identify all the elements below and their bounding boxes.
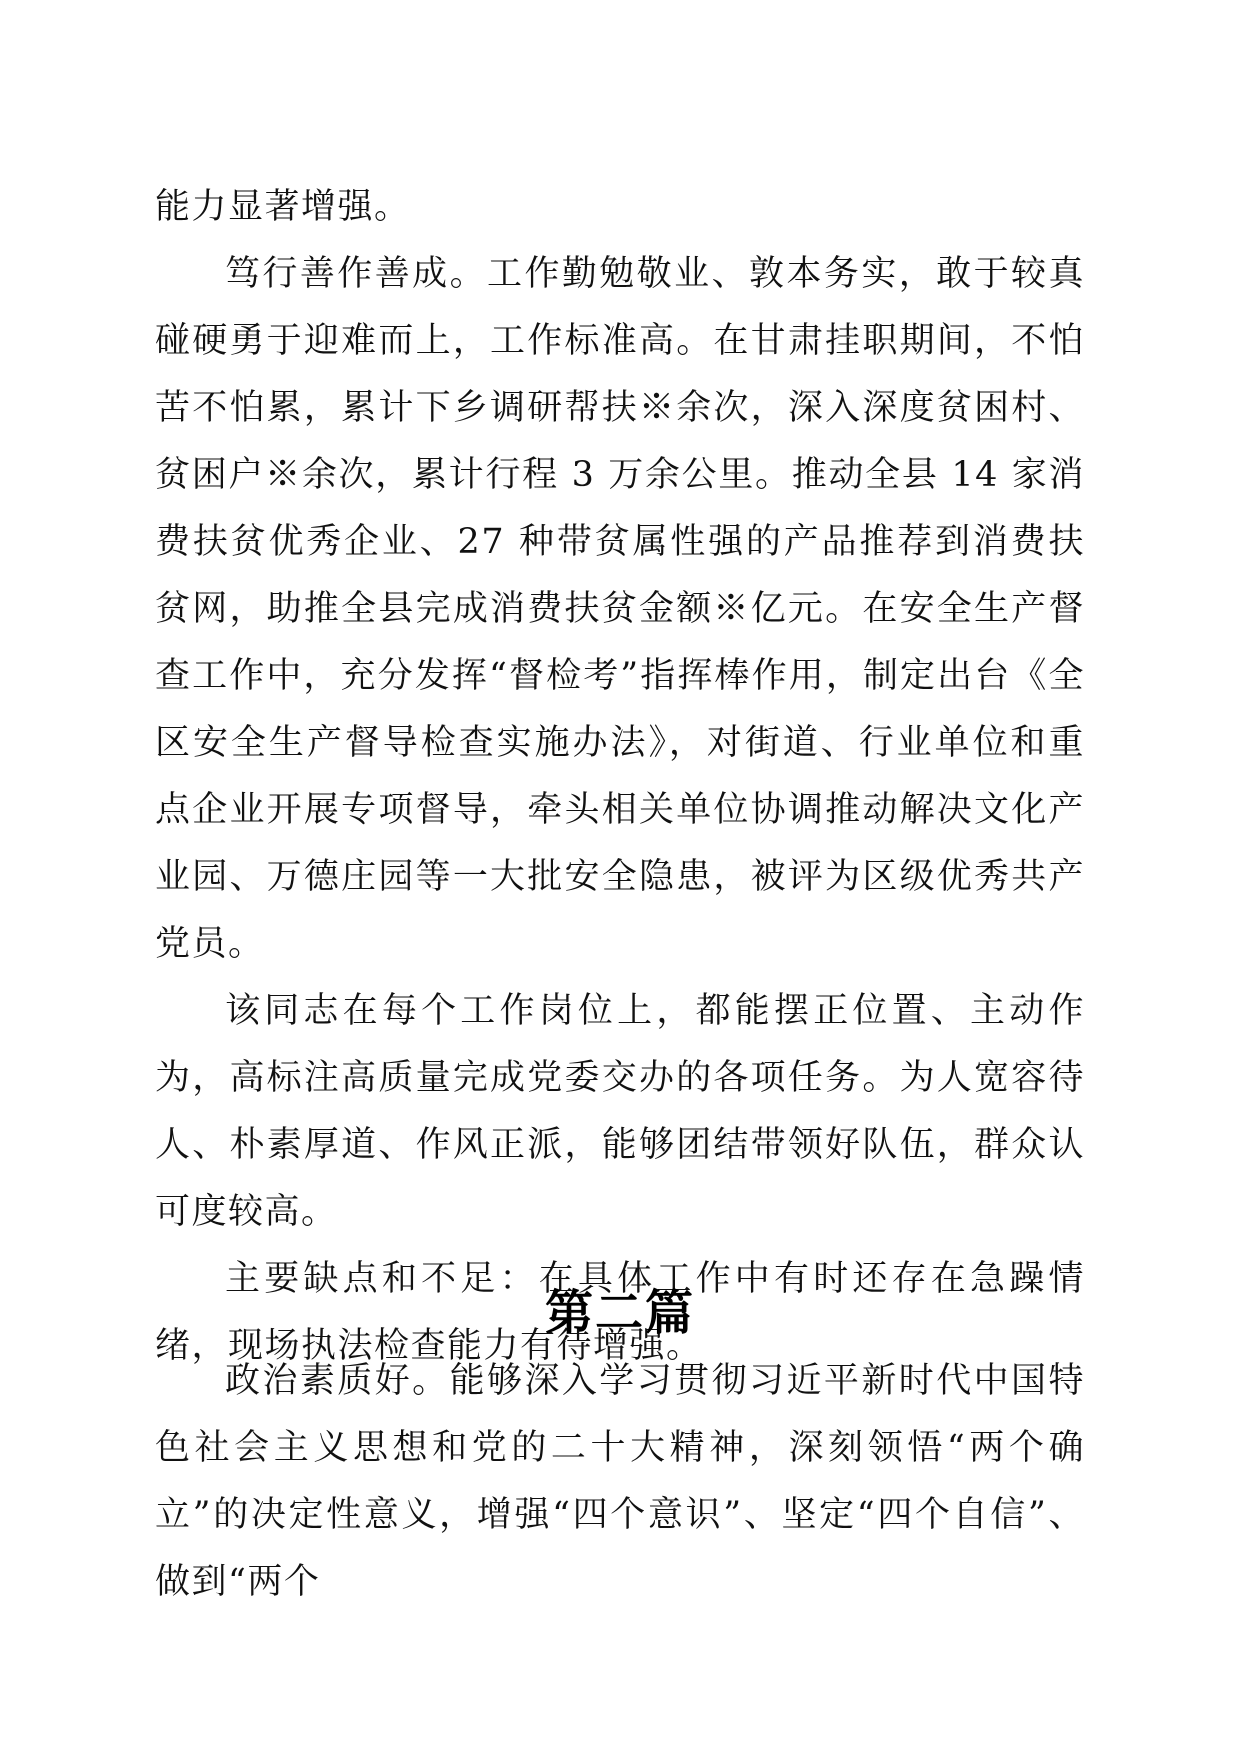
paragraph-work-performance: 笃行善作善成。工作勤勉敬业、敦本务实，敢于较真碰硬勇于迎难而上，工作标准高。在甘肃挂职期间，不怕苦不怕累，累计下乡调研帮扶※余次，深入深度贫困村、贫困户※余次，累计行程 3 万余公里。推动全县 14 家消费扶贫优秀企业、27 种带贫属性强的产品推荐到消费扶贫网，助推全县完成消费扶贫金额※亿元。在安全生产督查工作中，充分发挥“督检考”指挥棒作用，制定出台《全区安全生产督导检查实施办法》，对街道、行业单位和重点企业开展专项督导，牵头相关单位协调推动解决文化产业园、万德庄园等一大批安全隐患，被评为区级优秀共产党员。 [155,254,1085,964]
paragraph-overall-evaluation: 该同志在每个工作岗位上，都能摆正位置、主动作为，高标注高质量完成党委交办的各项任务。为人宽容待人、朴素厚道、作风正派，能够团结带领好队伍，群众认可度较高。 [155,991,1085,1232]
paragraph-political-quality: 政治素质好。能够深入学习贯彻习近平新时代中国特色社会主义思想和党的二十大精神，深刻领悟“两个确立”的决定性意义，增强“四个意识”、坚定“四个自信”、做到“两个 [155,1361,1085,1602]
paragraph-shortcomings: 主要缺点和不足：在具体工作中有时还存在急躁情绪，现场执法检查能力有待增强。 [155,1259,1085,1366]
section-title: 第二篇 [544,1285,695,1341]
body-text-section-2 [155,1348,1085,1616]
paragraph-continuation: 能力显著增强。 [155,187,411,227]
body-text-section-1 [155,174,1085,1380]
